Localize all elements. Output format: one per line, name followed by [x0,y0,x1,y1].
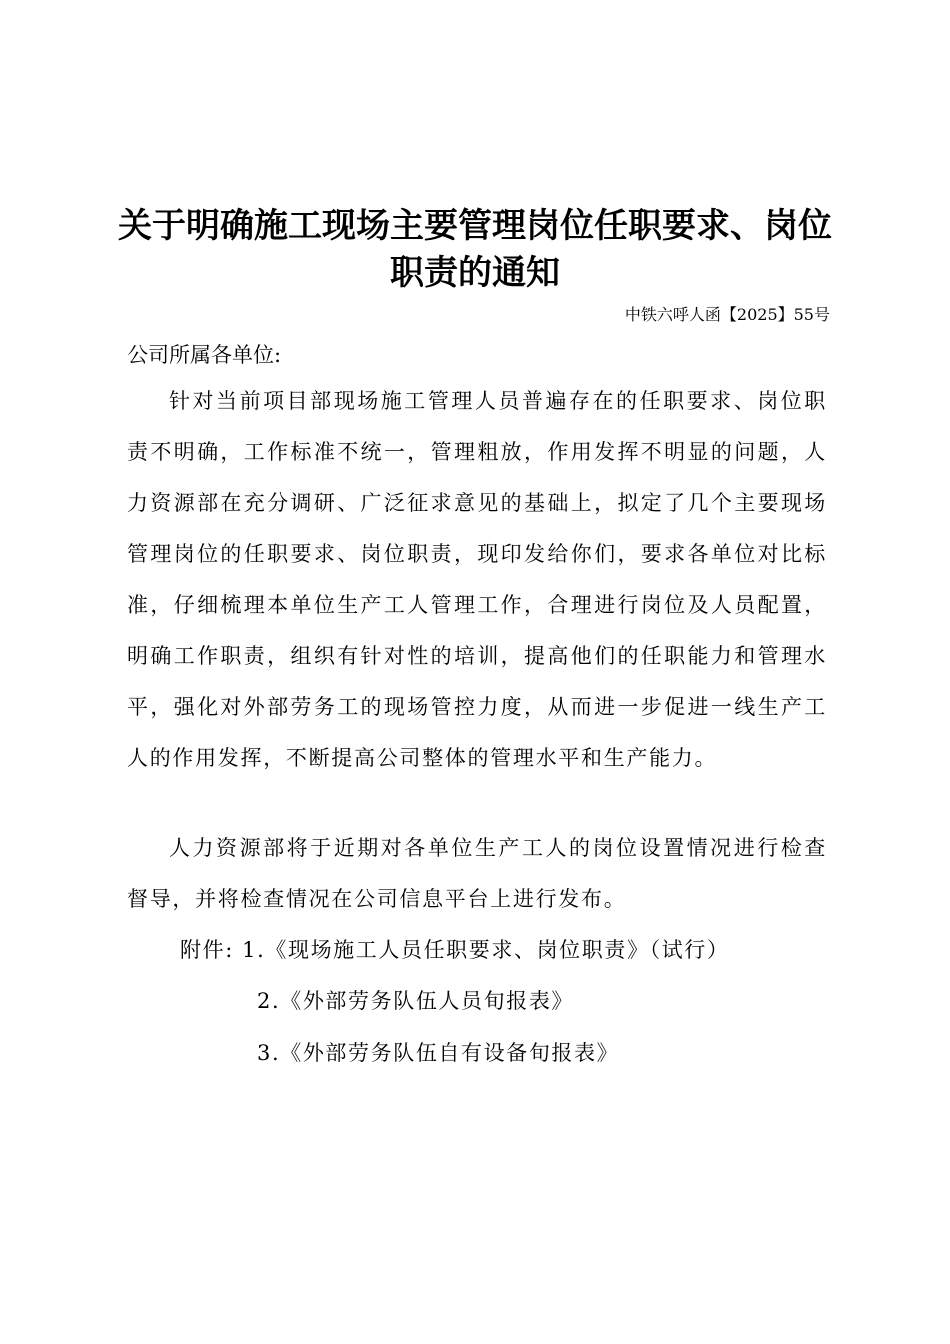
attachment-3: 3.《外部劳务队伍自有设备旬报表》 [257,1041,620,1065]
attachment-2: 2.《外部劳务队伍人员旬报表》 [257,989,575,1013]
body-paragraph-2: 人力资源部将于近期对各单位生产工人的岗位设置情况进行检查督导，并将检查情况在公司信息平台上进行发布。 [127,836,827,911]
document-title-line-1: 关于明确施工现场主要管理岗位任职要求、岗位 [118,206,832,246]
attachment-1: 附件: 1.《现场施工人员任职要求、岗位职责》（试行） [180,938,730,962]
document-number: 中铁六呼人函【2025】55号 [624,305,830,324]
body-paragraph-1: 针对当前项目部现场施工管理人员普遍存在的任职要求、岗位职责不明确，工作标准不统一，管理粗放，作用发挥不明显的问题，人力资源部在充分调研、广泛征求意见的基础上，拟定了几个主要现场管理岗位的任职要求、岗位职责，现印发给你们，要求各单位对比标准，仔细梳理本单位生产工人管理工作，合理进行岗位及人员配置，明确工作职责，组织有针对性的培训，提高他们的任职能力和管理水平，强化对外部劳务工的现场管控力度，从而进一步促进一线生产工人的作用发挥，不断提高公司整体的管理水平和生产能力。 [127,389,827,770]
document-title-line-2: 职责的通知 [390,253,560,293]
addressee: 公司所属各单位: [127,343,282,367]
